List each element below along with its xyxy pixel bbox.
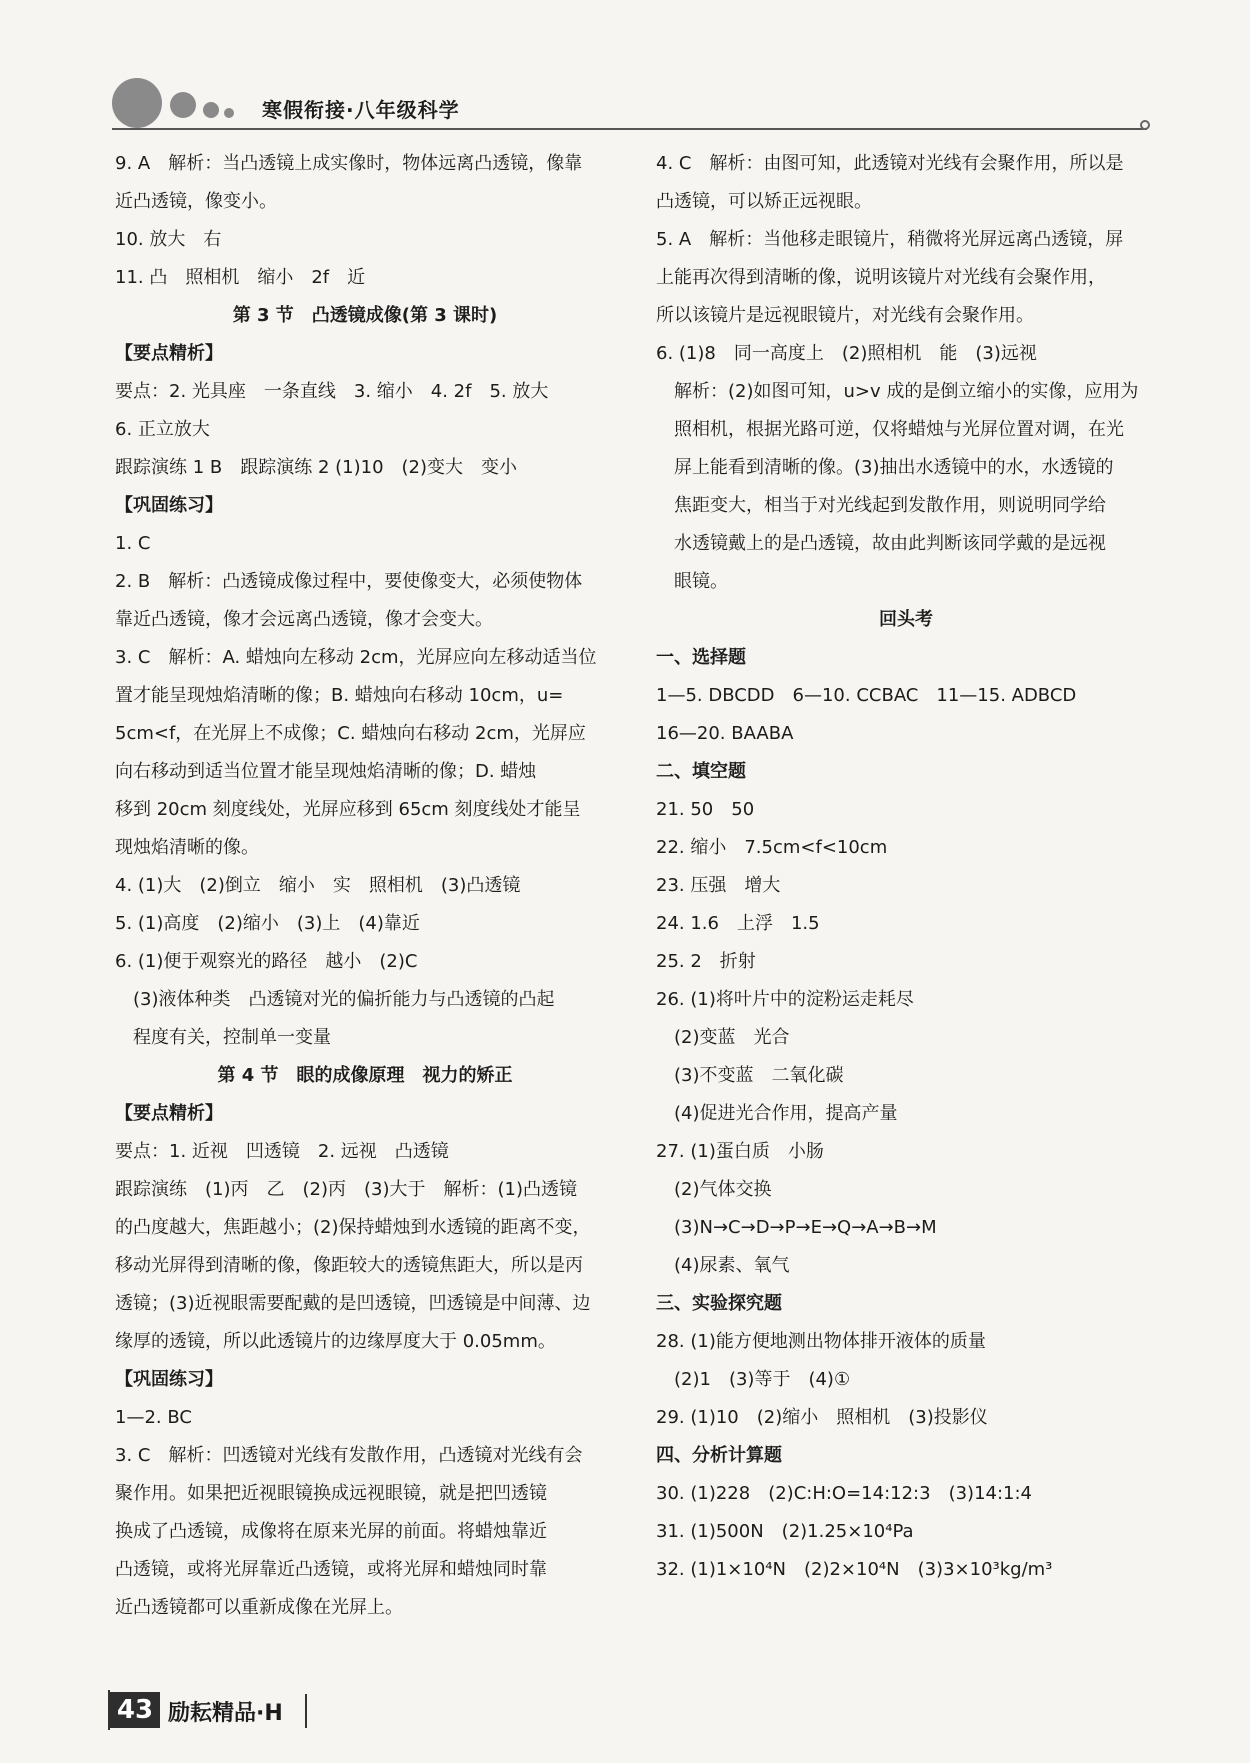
answer-line: 眼镜。: [656, 571, 728, 592]
answer-line: 5cm<f，在光屏上不成像；C. 蜡烛向右移动 2cm，光屏应: [115, 723, 586, 744]
section-heading: 【巩固练习】: [115, 1369, 223, 1390]
answer-line: 置才能呈现烛焰清晰的像；B. 蜡烛向右移动 10cm，u=: [115, 685, 564, 706]
left-column: [115, 145, 615, 1627]
section-heading: 回头考: [879, 609, 933, 630]
answer-line: 21. 50 50: [656, 799, 755, 820]
section-heading: 【巩固练习】: [115, 495, 223, 516]
answer-line: (3)N→C→D→P→E→Q→A→B→M: [656, 1217, 937, 1238]
section-heading: 【要点精析】: [115, 343, 223, 364]
answer-line: 31. (1)500N (2)1.25×10⁴Pa: [656, 1521, 914, 1542]
answer-line: 屏上能看到清晰的像。(3)抽出水透镜中的水，水透镜的: [656, 457, 1114, 478]
answer-line: (4)促进光合作用，提高产量: [656, 1103, 898, 1124]
answer-line: 靠近凸透镜，像才会远离凸透镜，像才会变大。: [115, 609, 493, 630]
answer-line: 的凸度越大，焦距越小；(2)保持蜡烛到水透镜的距离不变，: [115, 1217, 591, 1238]
section-heading: 三、实验探究题: [656, 1293, 782, 1314]
answer-line: 近凸透镜，像变小。: [115, 191, 277, 212]
answer-line: 1. C: [115, 533, 151, 554]
answer-line: 凸透镜，可以矫正远视眼。: [656, 191, 872, 212]
answer-line: 程度有关，控制单一变量: [115, 1027, 331, 1048]
answer-line: (2)1 (3)等于 (4)①: [656, 1369, 851, 1390]
section-heading: 二、填空题: [656, 761, 746, 782]
answer-line: (4)尿素、氧气: [656, 1255, 790, 1276]
answer-line: (2)气体交换: [656, 1179, 772, 1200]
answer-line: 透镜；(3)近视眼需要配戴的是凹透镜，凹透镜是中间薄、边: [115, 1293, 591, 1314]
answer-line: 要点：1. 近视 凹透镜 2. 远视 凸透镜: [115, 1141, 449, 1162]
answer-line: 29. (1)10 (2)缩小 照相机 (3)投影仪: [656, 1407, 988, 1428]
answer-line: 3. C 解析：A. 蜡烛向左移动 2cm，光屏应向左移动适当位: [115, 647, 597, 668]
answer-line: 跟踪演练 (1)丙 乙 (2)丙 (3)大于 解析：(1)凸透镜: [115, 1179, 577, 1200]
answer-line: 换成了凸透镜，成像将在原来光屏的前面。将蜡烛靠近: [115, 1521, 547, 1542]
answer-line: 1—5. DBCDD 6—10. CCBAC 11—15. ADBCD: [656, 685, 1077, 706]
answer-line: (2)变蓝 光合: [656, 1027, 790, 1048]
page-header-title: 寒假衔接·八年级科学: [262, 98, 460, 122]
answer-line: 缘厚的透镜，所以此透镜片的边缘厚度大于 0.05mm。: [115, 1331, 556, 1352]
answer-line: 26. (1)将叶片中的淀粉运走耗尽: [656, 989, 914, 1010]
header-circles: [112, 78, 272, 128]
right-column: [656, 145, 1156, 1589]
answer-line: 23. 压强 增大: [656, 875, 781, 896]
footer-divider: [305, 1694, 307, 1728]
answer-line: 解析：(2)如图可知，u>v 成的是倒立缩小的实像，应用为: [656, 381, 1139, 402]
header-rule: [112, 128, 1147, 130]
answer-line: 照相机，根据光路可逆，仅将蜡烛与光屏位置对调，在光: [656, 419, 1124, 440]
answer-line: 向右移动到适当位置才能呈现烛焰清晰的像；D. 蜡烛: [115, 761, 537, 782]
answer-line: 10. 放大 右: [115, 229, 222, 250]
answer-line: 24. 1.6 上浮 1.5: [656, 913, 820, 934]
section-heading: 【要点精析】: [115, 1103, 223, 1124]
answer-line: 6. 正立放大: [115, 419, 210, 440]
answer-line: 焦距变大，相当于对光线起到发散作用，则说明同学给: [656, 495, 1106, 516]
answer-line: 上能再次得到清晰的像，说明该镜片对光线有会聚作用，: [656, 267, 1106, 288]
answer-line: 2. B 解析：凸透镜成像过程中，要使像变大，必须使物体: [115, 571, 583, 592]
section-heading: 第 3 节 凸透镜成像(第 3 课时): [232, 305, 498, 326]
answer-line: 要点：2. 光具座 一条直线 3. 缩小 4. 2f 5. 放大: [115, 381, 549, 402]
answer-line: 25. 2 折射: [656, 951, 756, 972]
answer-line: 5. (1)高度 (2)缩小 (3)上 (4)靠近: [115, 913, 420, 934]
footer-brand: 励耘精品·H: [168, 1701, 283, 1726]
answer-line: 6. (1)便于观察光的路径 越小 (2)C: [115, 951, 418, 972]
answer-line: 所以该镜片是远视眼镜片，对光线有会聚作用。: [656, 305, 1034, 326]
answer-line: 聚作用。如果把近视眼镜换成远视眼镜，就是把凹透镜: [115, 1483, 547, 1504]
section-heading: 四、分析计算题: [656, 1445, 782, 1466]
answer-line: 水透镜戴上的是凸透镜，故由此判断该同学戴的是远视: [656, 533, 1106, 554]
answer-line: 移动光屏得到清晰的像，像距较大的透镜焦距大，所以是丙: [115, 1255, 583, 1276]
answer-line: 28. (1)能方便地测出物体排开液体的质量: [656, 1331, 986, 1352]
answer-line: 16—20. BAABA: [656, 723, 794, 744]
answer-line: 跟踪演练 1 B 跟踪演练 2 (1)10 (2)变大 变小: [115, 457, 518, 478]
answer-line: 5. A 解析：当他移走眼镜片，稍微将光屏远离凸透镜，屏: [656, 229, 1124, 250]
answer-line: 移到 20cm 刻度线处，光屏应移到 65cm 刻度线处才能呈: [115, 799, 581, 820]
answer-line: 32. (1)1×10⁴N (2)2×10⁴N (3)3×10³kg/m³: [656, 1559, 1053, 1580]
answer-line: 1—2. BC: [115, 1407, 192, 1428]
header-rule-end-dot: [1140, 120, 1150, 130]
answer-line: 27. (1)蛋白质 小肠: [656, 1141, 824, 1162]
answer-line: 4. C 解析：由图可知，此透镜对光线有会聚作用，所以是: [656, 153, 1124, 174]
answer-line: 4. (1)大 (2)倒立 缩小 实 照相机 (3)凸透镜: [115, 875, 521, 896]
answer-line: 凸透镜，或将光屏靠近凸透镜，或将光屏和蜡烛同时靠: [115, 1559, 547, 1580]
answer-line: 3. C 解析：凹透镜对光线有发散作用，凸透镜对光线有会: [115, 1445, 583, 1466]
page-number: 43: [110, 1692, 160, 1728]
answer-line: 近凸透镜都可以重新成像在光屏上。: [115, 1597, 403, 1618]
answer-line: 9. A 解析：当凸透镜上成实像时，物体远离凸透镜，像靠: [115, 153, 583, 174]
section-heading: 第 4 节 眼的成像原理 视力的矫正: [217, 1065, 513, 1086]
section-heading: 一、选择题: [656, 647, 746, 668]
answer-line: 30. (1)228 (2)C:H:O=14:12:3 (3)14:1:4: [656, 1483, 1033, 1504]
answer-line: 现烛焰清晰的像。: [115, 837, 259, 858]
answer-line: (3)不变蓝 二氧化碳: [656, 1065, 844, 1086]
answer-line: 22. 缩小 7.5cm<f<10cm: [656, 837, 888, 858]
answer-line: 11. 凸 照相机 缩小 2f 近: [115, 267, 366, 288]
answer-line: 6. (1)8 同一高度上 (2)照相机 能 (3)远视: [656, 343, 1037, 364]
answer-line: (3)液体种类 凸透镜对光的偏折能力与凸透镜的凸起: [115, 989, 555, 1010]
